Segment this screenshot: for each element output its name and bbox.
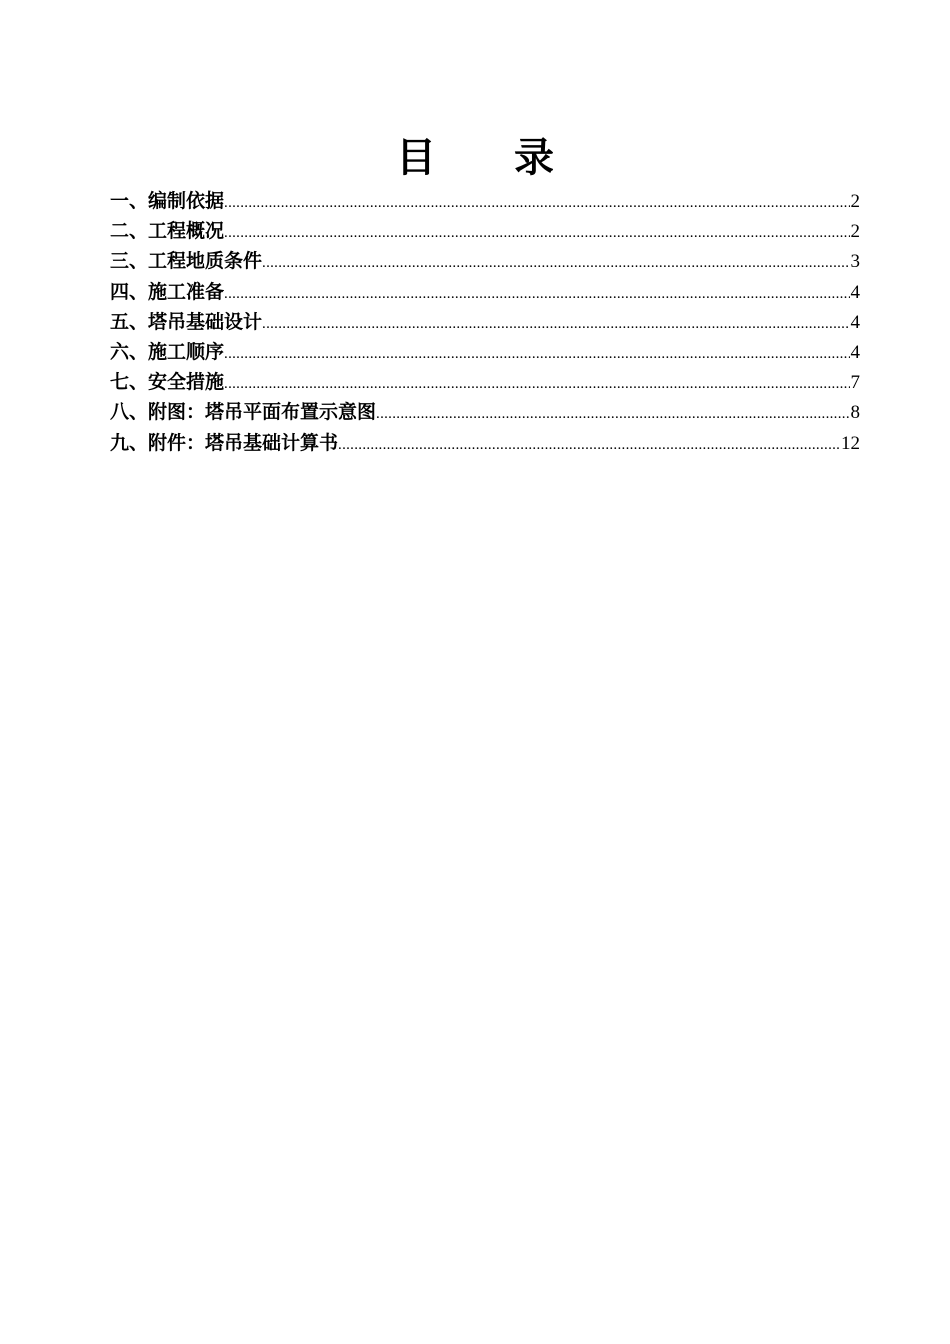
toc-entry-page: 4 — [850, 341, 860, 363]
toc-entry-page: 8 — [850, 402, 860, 424]
toc-entry-page: 12 — [841, 432, 860, 454]
toc-entry-label: 六、施工顺序 — [110, 340, 225, 363]
toc-entry-page: 4 — [850, 311, 860, 333]
toc-entry-page: 3 — [850, 251, 860, 273]
toc-entry-bianzhi-yiju[interactable] — [110, 186, 860, 216]
toc-title-char-2: 录 — [514, 135, 554, 181]
toc-leader-dots — [262, 309, 849, 337]
toc-entry-label: 五、塔吊基础设计 — [110, 310, 263, 333]
toc-leader-dots — [224, 188, 849, 216]
toc-title — [0, 130, 950, 186]
toc-leader-dots — [224, 279, 849, 307]
toc-entry-anquan-cuoshi[interactable] — [110, 367, 860, 397]
toc-leader-dots — [224, 369, 849, 397]
toc-entry-label: 三、工程地质条件 — [110, 250, 263, 273]
toc-entry-jichu-sheji[interactable] — [110, 307, 860, 337]
toc-entry-label: 一、编制依据 — [110, 190, 225, 212]
toc-entry-label: 四、施工准备 — [110, 280, 225, 303]
toc-leader-dots — [376, 399, 849, 427]
toc-entry-label: 九、附件：塔吊基础计算书 — [110, 431, 339, 454]
toc-leader-dots — [224, 218, 849, 246]
toc-leader-dots — [262, 248, 849, 276]
toc-entry-futu-buzhi[interactable] — [110, 397, 860, 427]
toc-entry-label: 七、安全措施 — [110, 371, 225, 394]
toc-title-char-1: 目 — [396, 135, 436, 181]
toc-leader-dots — [338, 430, 840, 458]
toc-entry-shigong-zhunbei[interactable] — [110, 277, 860, 307]
toc-list — [110, 186, 860, 458]
toc-entry-page: 2 — [850, 221, 860, 243]
toc-entry-shigong-shunxu[interactable] — [110, 337, 860, 367]
toc-entry-page: 4 — [850, 281, 860, 303]
toc-entry-gongcheng-gaikuang[interactable] — [110, 216, 860, 246]
toc-entry-page: 7 — [850, 372, 860, 394]
toc-leader-dots — [224, 339, 849, 367]
toc-entry-fujian-jisuanshu[interactable] — [110, 428, 860, 458]
toc-entry-dizhi-tiaojian[interactable] — [110, 246, 860, 276]
toc-entry-label: 二、工程概况 — [110, 220, 225, 243]
toc-entry-page: 2 — [850, 191, 860, 212]
toc-entry-label: 八、附图：塔吊平面布置示意图 — [110, 401, 377, 424]
